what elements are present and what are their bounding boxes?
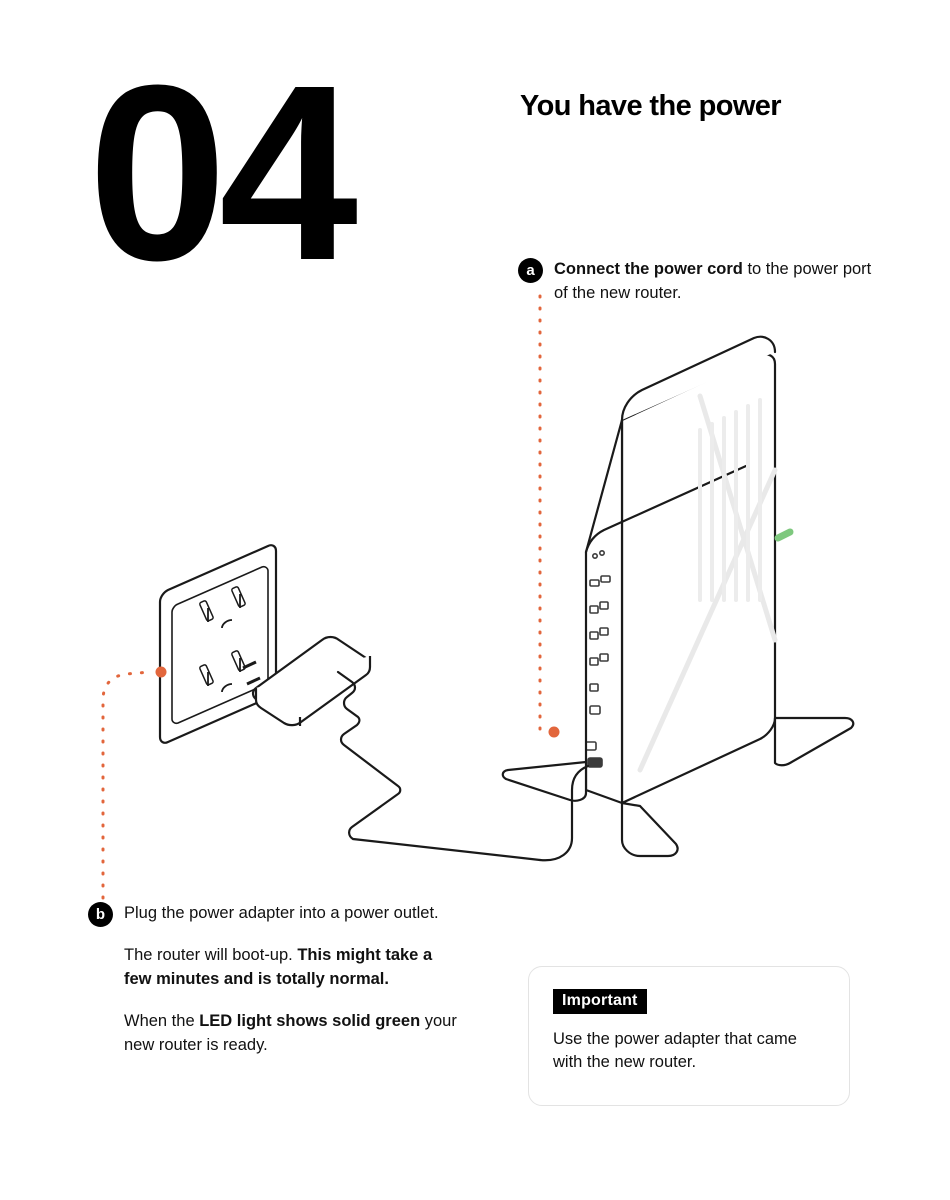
- leader-dot-a: [549, 727, 560, 738]
- power-cable-illustration: [338, 672, 588, 860]
- callout-b-rest: Plug the power adapter into a power outlet.: [124, 904, 439, 922]
- paragraph-boot-up: [124, 944, 458, 992]
- router-illustration: [503, 337, 853, 856]
- important-box: [528, 966, 850, 1106]
- callout-a-rest: to the power port of the new router.: [554, 260, 872, 302]
- bullet-badge-a: a: [518, 258, 543, 283]
- callout-a-bold: Connect the power cord: [554, 260, 743, 278]
- paragraph-2-bold: LED light shows solid green: [199, 1011, 421, 1030]
- router-port-icons: [586, 551, 610, 767]
- wall-outlet-illustration: [160, 545, 276, 743]
- leader-dot-b: [156, 667, 167, 678]
- callout-b-text: [124, 902, 458, 926]
- paragraph-1-lead: The router will boot-up.: [124, 945, 298, 964]
- step-number: 04: [88, 33, 351, 312]
- bullet-badge-b: b: [88, 902, 113, 927]
- callout-a-text: [554, 258, 878, 306]
- important-tag: Important: [553, 989, 647, 1014]
- paragraph-2-lead: When the: [124, 1011, 200, 1030]
- paragraph-led: [124, 1010, 458, 1058]
- important-body: Use the power adapter that came with the new router.: [553, 1030, 797, 1072]
- page-title: You have the power: [520, 90, 781, 122]
- paragraph-1-bold: This might take a few minutes and is totally normal.: [124, 945, 433, 988]
- paragraph-2-tail: your new router is ready.: [124, 1011, 457, 1054]
- callout-b: [88, 902, 458, 1058]
- power-adapter-illustration: [243, 637, 370, 726]
- callout-a: [518, 258, 878, 306]
- leader-line-b: [103, 672, 150, 898]
